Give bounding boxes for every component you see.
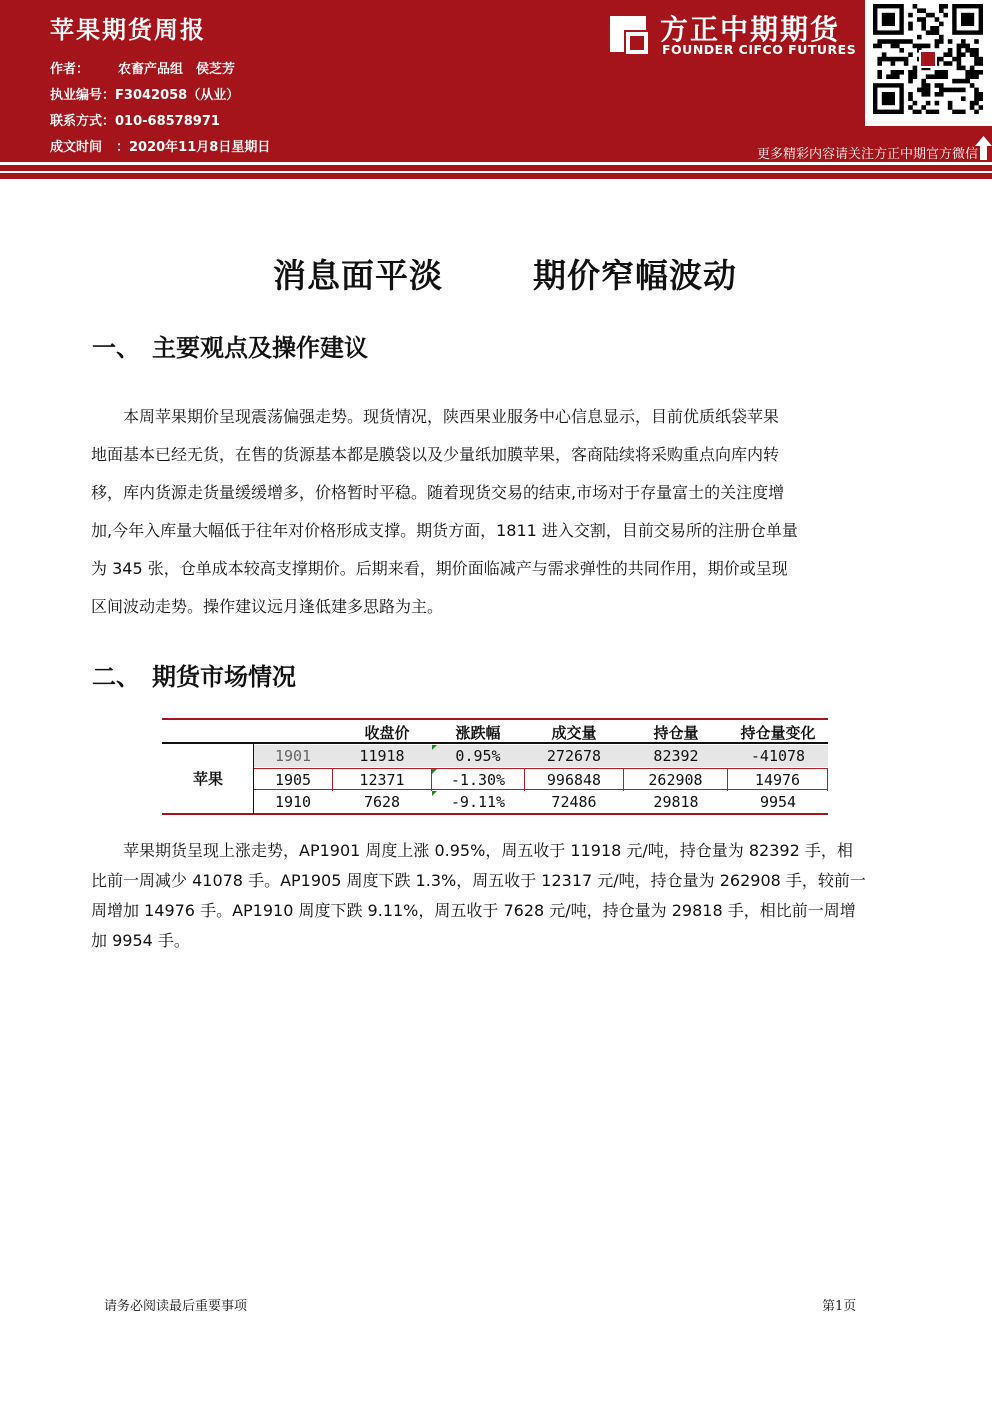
futures-market-table [162,718,828,814]
table-top-rule [162,718,828,720]
founder-logo-icon [604,10,652,58]
cell-contract: 1901 [274,747,312,765]
section-2-title: 期货市场情况 [152,662,296,691]
section-2-number: 二、 [92,662,140,691]
report-header [0,0,992,162]
company-logo [604,8,864,64]
license-label: 执业编号： [50,88,116,103]
paragraph-line: 本周苹果期价呈现震荡偏强走势。现货情况，陕西果业服务中心信息显示，目前优质纸袋苹果 [91,407,780,426]
cell-oi: 82392 [653,747,699,765]
section-1-heading [92,328,368,363]
cell-contract: 1905 [274,771,312,789]
cell-volume: 272678 [546,747,602,765]
cell-change: 0.95% [455,747,501,765]
up-arrow-icon [975,136,992,160]
cell-oi-change: 9954 [759,793,797,811]
paragraph-line: 比前一周减少 41078 手。AP1905 周度下跌 1.3%，周五收于 12317 元/吨，持仓量为 262908 手，较前一 [91,871,866,890]
cell-contract: 1910 [274,793,312,811]
author-line [50,58,235,77]
section-2-heading [92,657,296,692]
author-value: 农畜产品组 侯芝芳 [118,62,236,77]
paragraph-line: 苹果期货呈现上涨走势，AP1901 周度上涨 0.95%，周五收于 11918 元/吨，持仓量为 82392 手，相 [91,841,853,860]
contact-label: 联系方式： [50,114,116,129]
paragraph-line: 地面基本已经无货，在售的货源基本都是膜袋以及少量纸加膜苹果，客商陆续将采购重点向库内转 [91,445,780,464]
table-side-label: 苹果 [192,770,223,788]
section-1-number: 一、 [92,333,140,362]
title-right: 期价窄幅波动 [533,256,737,295]
section-2-paragraph [91,836,906,956]
cell-comment-marker [432,791,437,796]
header-close-price: 收盘价 [364,724,410,742]
paragraph-line: 移，库内货源走货量缓缓增多，价格暂时平稳。随着现货交易的结束,市场对于存量富士的关注度增 [91,483,785,502]
cell-close: 11918 [359,747,405,765]
header-oi-change: 持仓量变化 [740,724,816,742]
cell-change: -9.11% [450,793,506,811]
header-band-stripe [0,171,992,173]
cell-oi: 29818 [653,793,699,811]
qr-code-icon [873,4,983,114]
contact-value: 010-68578971 [115,114,220,129]
date-label: 成文时间 [50,140,103,155]
title-left: 消息面平淡 [273,256,443,295]
date-line [50,136,270,155]
cell-change: -1.30% [450,771,506,789]
logo-chinese-name: 方正中期期货 [660,13,841,46]
header-volume: 成交量 [551,724,597,742]
header-change-pct: 涨跌幅 [455,724,501,742]
section-1-paragraph [91,398,903,626]
section-1-title: 主要观点及操作建议 [152,333,368,362]
cell-oi-change: -41078 [750,747,806,765]
header-open-interest: 持仓量 [653,724,699,742]
table-side-rule [253,744,254,814]
cell-volume: 72486 [551,793,597,811]
table-row [254,745,828,767]
cell-volume: 996848 [524,769,624,791]
author-label: 作者： [50,62,90,77]
license-value: F3042058（从业） [115,88,240,103]
report-name: 苹果期货周报 [50,16,206,44]
cell-oi: 262908 [624,769,728,791]
page-number: 第1页 [822,1299,857,1314]
paragraph-line: 为 345 张，仓单成本较高支撑期价。后期来看，期价面临减产与需求弹性的共同作用，期价或呈现 [91,559,788,578]
paragraph-line: 加 9954 手。 [91,931,190,950]
paragraph-line: 区间波动走势。操作建议远月逢低建多思路为主。 [91,597,444,616]
wechat-follow-note: 更多精彩内容请关注方正中期官方微信 [756,147,978,162]
cell-comment-marker [432,769,437,774]
paragraph-line: 周增加 14976 手。AP1910 周度下跌 9.11%，周五收于 7628 元/吨，持仓量为 29818 手，相比前一周增 [91,901,856,920]
report-title [0,250,992,297]
table-row [254,768,828,790]
license-line [50,84,239,103]
table-bottom-rule [162,813,828,815]
table-row [254,791,828,813]
cell-comment-marker [432,745,437,750]
contact-line [50,110,220,129]
paragraph-line: 加,今年入库量大幅低于往年对价格形成支撑。期货方面，1811 进入交割，目前交易所的注册仓单量 [91,521,798,540]
cell-close: 12371 [332,769,432,791]
date-value: ：2020年11月8日星期日 [116,140,271,155]
footer-disclaimer-note: 请务必阅读最后重要事项 [104,1299,248,1314]
cell-oi-change: 14976 [728,769,828,791]
logo-english-name: FOUNDER CIFCO FUTURES [662,42,857,57]
wechat-qr-code [865,0,992,126]
cell-close: 7628 [363,793,401,811]
